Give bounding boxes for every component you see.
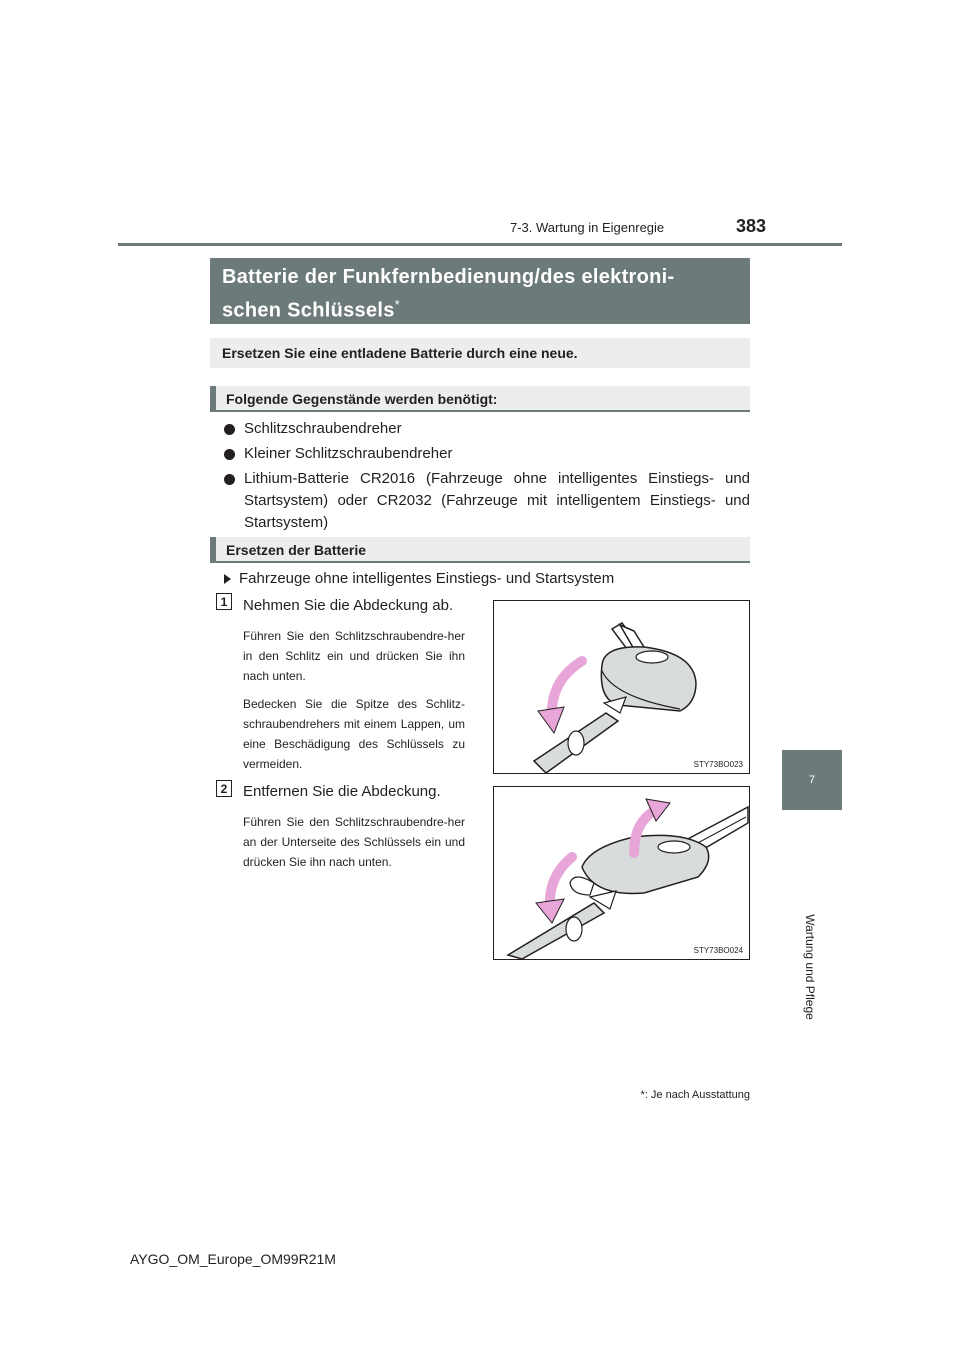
figure-code: STY73BO023: [693, 760, 743, 769]
step-number-1: 1: [216, 593, 232, 610]
step-1-paragraph: Führen Sie den Schlitzschraubendre-her in den Schlitz ein und drücken Sie ihn nach unten.: [243, 629, 465, 683]
header-rule: [118, 243, 842, 246]
list-item: Lithium-Batterie CR2016 (Fahrzeuge ohne intelligentes Einstiegs- und Startsystem) oder CR2032 (Fahrzeuge mit intelligentem Einstiegs- und Startsystem): [224, 468, 750, 534]
list-item: Schlitzschraubendreher: [224, 418, 750, 440]
section-title: [210, 258, 750, 324]
footnote-text: : Je nach Ausstattung: [644, 1089, 750, 1101]
page-number: 383: [736, 216, 767, 236]
tools-heading: Folgende Gegenstände werden benötigt:: [210, 386, 750, 412]
step-number-2: 2: [216, 780, 232, 797]
footnote: [590, 1089, 750, 1101]
key-screwdriver-illustration: [494, 601, 749, 773]
section-title-line1: Batterie der Funkfernbedienung/des elektroni-: [222, 266, 675, 288]
key-cover-illustration: [494, 787, 749, 959]
step-2-title: Entfernen Sie die Abdeckung.: [243, 783, 441, 800]
step-2-body: [243, 812, 465, 880]
bullet-icon: [224, 474, 235, 485]
arrow-right-icon: [224, 574, 231, 584]
footer-doc-id: AYGO_OM_Europe_OM99R21M: [130, 1251, 336, 1267]
running-header-section: 7-3. Wartung in Eigenregie: [510, 220, 665, 235]
footnote-marker: *: [394, 297, 401, 312]
figure-remove-cover: [493, 600, 750, 774]
chapter-tab: [782, 750, 842, 810]
chapter-label: Wartung und Pflege: [803, 914, 817, 1020]
tools-list: [224, 418, 750, 537]
step-1-paragraph: Bedecken Sie die Spitze des Schlitz-schraubendrehers mit einem Lappen, um eine Beschädigung des Schlüssels zu vermeiden.: [243, 697, 465, 771]
step-1-body: [243, 626, 465, 782]
figure-code: STY73BO024: [693, 946, 743, 955]
replace-heading: Ersetzen der Batterie: [210, 537, 750, 563]
step-1-title: Nehmen Sie die Abdeckung ab.: [243, 597, 454, 614]
section-title-line2: schen Schlüssels: [222, 299, 395, 322]
figure-lift-cover: [493, 786, 750, 960]
step-2-paragraph: Führen Sie den Schlitzschraubendre-her an der Unterseite des Schlüssels ein und drücken Sie ihn nach unten.: [243, 815, 465, 869]
vehicle-note: Fahrzeuge ohne intelligentes Einstiegs- und Startsystem: [224, 570, 614, 587]
bullet-icon: [224, 449, 235, 460]
list-item: Kleiner Schlitzschraubendreher: [224, 443, 750, 465]
footnote-marker: *: [640, 1089, 645, 1101]
intro-box: Ersetzen Sie eine entladene Batterie durch eine neue.: [210, 338, 750, 368]
bullet-icon: [224, 424, 235, 435]
chapter-number: 7: [808, 774, 816, 786]
